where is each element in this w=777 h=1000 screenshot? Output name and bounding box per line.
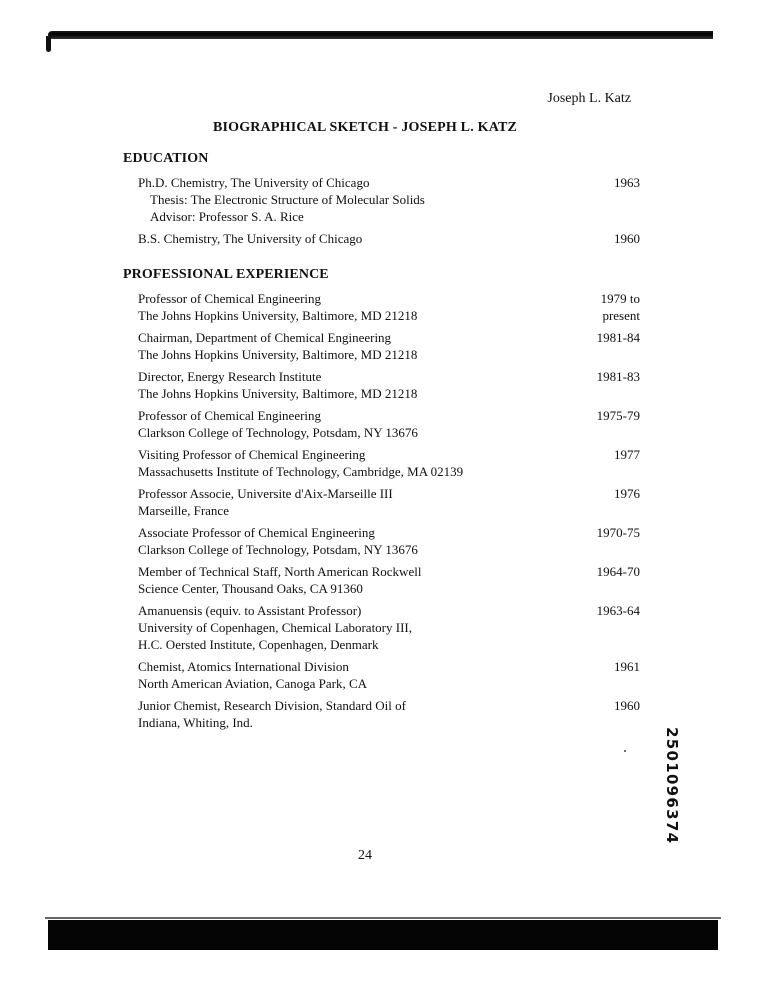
experience-heading: PROFESSIONAL EXPERIENCE — [123, 267, 329, 282]
entry-year-line: 1975-79 — [596, 408, 640, 423]
entry-row — [123, 329, 640, 363]
page-title: BIOGRAPHICAL SKETCH - JOSEPH L. KATZ — [212, 120, 518, 135]
entry-year — [580, 602, 640, 653]
entry-row — [123, 485, 640, 519]
entry-description — [138, 407, 418, 441]
entry-description — [138, 697, 406, 731]
education-section — [123, 151, 640, 247]
entry-row — [123, 290, 640, 324]
entry-row — [123, 697, 640, 731]
entry-year — [580, 485, 640, 519]
entry-row — [123, 174, 640, 225]
page-number: 24 — [358, 848, 372, 863]
education-list — [123, 174, 640, 247]
entry-description — [138, 602, 412, 653]
entry-year-line: 1960 — [614, 698, 640, 713]
side-document-code: 2501096374 — [663, 727, 681, 845]
entry-line: B.S. Chemistry, The University of Chicago — [138, 231, 363, 246]
entry-description — [138, 230, 362, 247]
entry-description — [138, 368, 417, 402]
scan-artifact-top-bar — [48, 31, 713, 39]
entry-year — [580, 290, 640, 324]
entry-line: Indiana, Whiting, Ind. — [138, 715, 253, 730]
entry-row — [123, 658, 640, 692]
entry-line: The Johns Hopkins University, Baltimore, MD 21218 — [138, 386, 418, 401]
entry-description — [138, 485, 393, 519]
entry-year-line: 1981-83 — [596, 369, 640, 384]
entry-year — [580, 658, 640, 692]
entry-year — [580, 368, 640, 402]
entry-description — [138, 563, 421, 597]
entry-year — [580, 230, 640, 247]
entry-row — [123, 524, 640, 558]
entry-year — [580, 697, 640, 731]
entry-line: Junior Chemist, Research Division, Standard Oil of — [138, 698, 406, 713]
entry-description — [138, 524, 418, 558]
entry-row — [123, 230, 640, 247]
entry-line: Amanuensis (equiv. to Assistant Professor) — [138, 603, 362, 618]
scan-artifact-bottom-bar — [48, 920, 718, 950]
header-name: Joseph L. Katz — [547, 91, 631, 106]
entry-line: The Johns Hopkins University, Baltimore, MD 21218 — [138, 308, 418, 323]
document-body — [123, 151, 640, 751]
entry-row — [123, 563, 640, 597]
entry-description — [138, 658, 367, 692]
entry-line: Thesis: The Electronic Structure of Molecular Solids — [150, 192, 425, 207]
entry-year-line: 1963 — [614, 175, 640, 190]
entry-year — [580, 329, 640, 363]
entry-year — [580, 174, 640, 225]
experience-section — [123, 267, 640, 731]
entry-description — [138, 290, 417, 324]
entry-description — [138, 174, 425, 225]
entry-description — [138, 329, 417, 363]
experience-list — [123, 290, 640, 731]
entry-line: Ph.D. Chemistry, The University of Chicago — [138, 175, 370, 190]
entry-year-line: 1960 — [614, 231, 640, 246]
entry-row — [123, 446, 640, 480]
entry-year-line: 1964-70 — [596, 564, 640, 579]
entry-line: Marseille, France — [138, 503, 229, 518]
entry-line: Visiting Professor of Chemical Engineering — [138, 447, 366, 462]
entry-line: Clarkson College of Technology, Potsdam, NY 13676 — [138, 542, 418, 557]
entry-year — [580, 446, 640, 480]
education-heading: EDUCATION — [123, 151, 209, 166]
entry-line: The Johns Hopkins University, Baltimore, MD 21218 — [138, 347, 418, 362]
entry-line: H.C. Oersted Institute, Copenhagen, Denmark — [138, 637, 379, 652]
entry-description — [138, 446, 463, 480]
entry-year-line: 1981-84 — [596, 330, 640, 345]
entry-line: Clarkson College of Technology, Potsdam, NY 13676 — [138, 425, 418, 440]
entry-line: North American Aviation, Canoga Park, CA — [138, 676, 368, 691]
entry-line: Advisor: Professor S. A. Rice — [150, 209, 304, 224]
entry-line: Chairman, Department of Chemical Engineering — [138, 330, 392, 345]
entry-year-line: 1970-75 — [596, 525, 640, 540]
entry-year — [580, 563, 640, 597]
entry-line: Director, Energy Research Institute — [138, 369, 322, 384]
entry-line: Chemist, Atomics International Division — [138, 659, 349, 674]
entry-line: Massachusetts Institute of Technology, Cambridge, MA 02139 — [138, 464, 464, 479]
scan-artifact-top-hook — [46, 36, 51, 52]
entry-line: University of Copenhagen, Chemical Laboratory III, — [138, 620, 412, 635]
entry-line: Professor of Chemical Engineering — [138, 291, 322, 306]
entry-year-line: 1961 — [614, 659, 640, 674]
entry-year-line: 1976 — [614, 486, 640, 501]
entry-year-line: 1963-64 — [596, 603, 640, 618]
entry-line: Professor Associe, Universite d'Aix-Marseille III — [138, 486, 393, 501]
side-code-container — [661, 727, 681, 845]
entry-year-line: present — [602, 308, 640, 323]
entry-year-line: 1979 to — [600, 291, 640, 306]
entry-line: Member of Technical Staff, North American Rockwell — [138, 564, 422, 579]
entry-line: Science Center, Thousand Oaks, CA 91360 — [138, 581, 363, 596]
entry-line: Professor of Chemical Engineering — [138, 408, 322, 423]
entry-year-line: 1977 — [614, 447, 640, 462]
entry-row — [123, 602, 640, 653]
entry-row — [123, 368, 640, 402]
scan-speck — [624, 750, 626, 752]
entry-row — [123, 407, 640, 441]
entry-line: Associate Professor of Chemical Engineering — [138, 525, 375, 540]
entry-year — [580, 524, 640, 558]
entry-year — [580, 407, 640, 441]
scan-artifact-bottom-line — [45, 917, 721, 919]
